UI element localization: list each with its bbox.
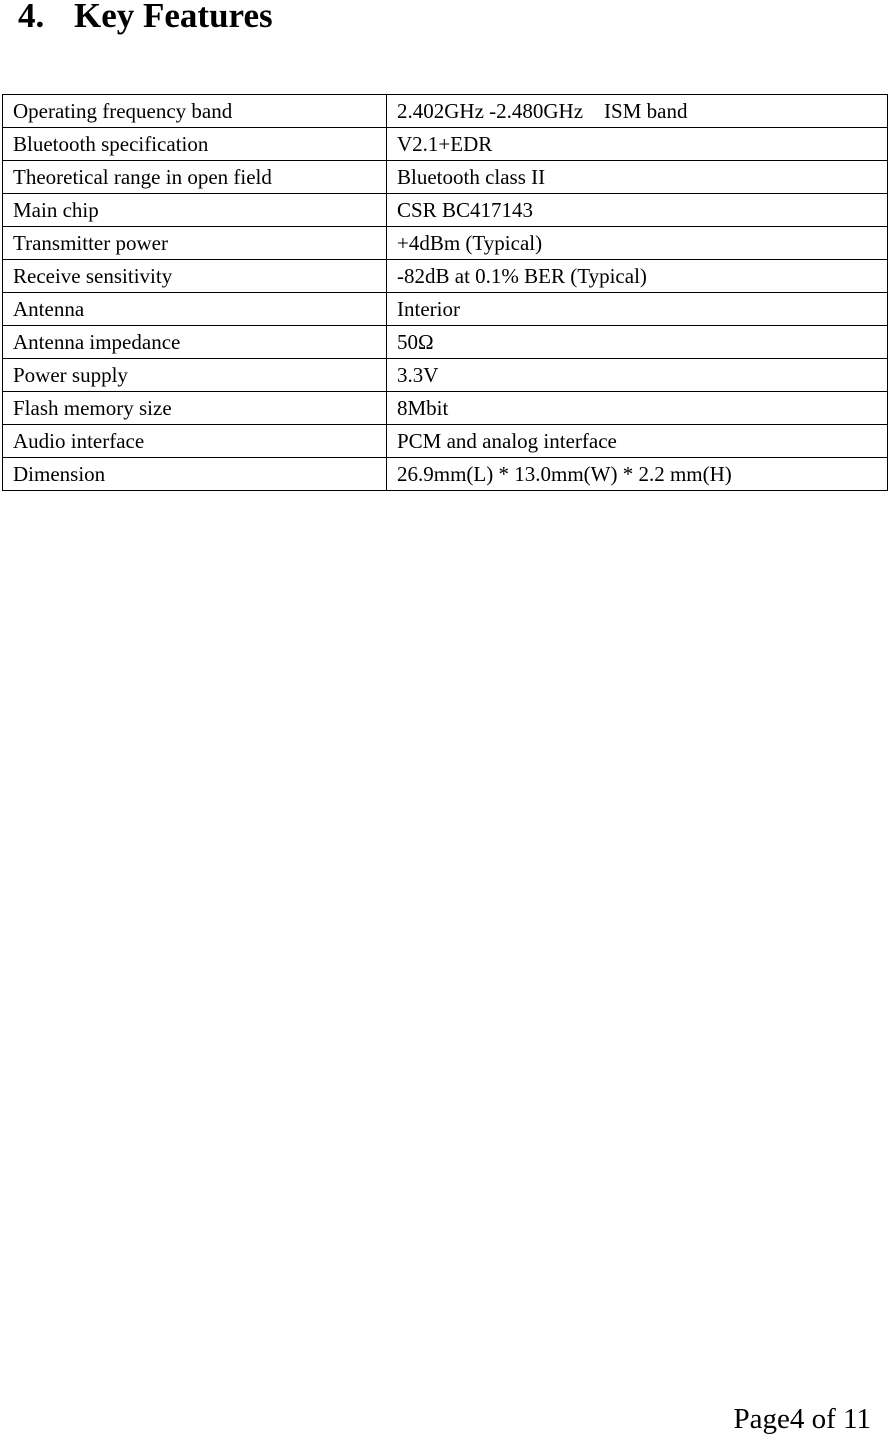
table-row: [3, 458, 888, 491]
feature-label: Dimension: [3, 458, 387, 491]
feature-value: 8Mbit: [387, 392, 888, 425]
feature-label: Main chip: [3, 194, 387, 227]
section-number: 4.: [18, 0, 45, 35]
feature-value: CSR BC417143: [387, 194, 888, 227]
page-number: Page4 of 11: [733, 1403, 871, 1435]
section-title: Key Features: [74, 0, 273, 35]
feature-value: 2.402GHz -2.480GHz ISM band: [387, 95, 888, 128]
feature-label: Antenna: [3, 293, 387, 326]
feature-label: Power supply: [3, 359, 387, 392]
feature-value: +4dBm (Typical): [387, 227, 888, 260]
table-row: [3, 161, 888, 194]
table-row: [3, 128, 888, 161]
section-heading: [18, 0, 273, 36]
key-features-table: [2, 94, 888, 491]
feature-label: Receive sensitivity: [3, 260, 387, 293]
feature-value: 50Ω: [387, 326, 888, 359]
feature-value: PCM and analog interface: [387, 425, 888, 458]
feature-value: -82dB at 0.1% BER (Typical): [387, 260, 888, 293]
feature-label: Audio interface: [3, 425, 387, 458]
table-row: [3, 392, 888, 425]
feature-value: Interior: [387, 293, 888, 326]
feature-value: V2.1+EDR: [387, 128, 888, 161]
feature-label: Transmitter power: [3, 227, 387, 260]
table-row: [3, 95, 888, 128]
feature-value: 3.3V: [387, 359, 888, 392]
feature-value: Bluetooth class II: [387, 161, 888, 194]
table-row: [3, 359, 888, 392]
table-row: [3, 260, 888, 293]
feature-label: Operating frequency band: [3, 95, 387, 128]
feature-label: Flash memory size: [3, 392, 387, 425]
table-row: [3, 326, 888, 359]
feature-label: Antenna impedance: [3, 326, 387, 359]
table-row: [3, 194, 888, 227]
table-row: [3, 425, 888, 458]
table-row: [3, 293, 888, 326]
feature-value: 26.9mm(L) * 13.0mm(W) * 2.2 mm(H): [387, 458, 888, 491]
feature-label: Theoretical range in open field: [3, 161, 387, 194]
table-row: [3, 227, 888, 260]
feature-label: Bluetooth specification: [3, 128, 387, 161]
